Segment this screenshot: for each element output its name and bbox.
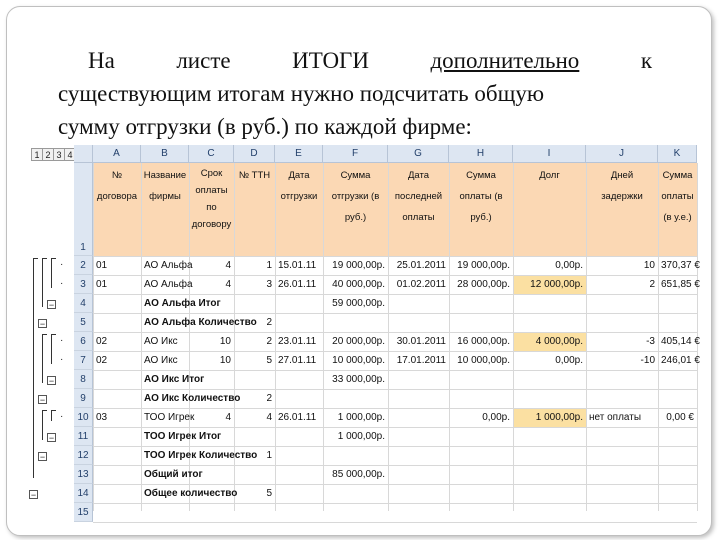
cell-f11[interactable]: 1 000,00р. [337, 431, 385, 442]
intro-word: к [640, 48, 652, 73]
cell-f2[interactable]: 19 000,00р. [332, 260, 385, 271]
outline-dot: · [60, 353, 64, 365]
header-text: Дата [288, 170, 310, 181]
cell-g2[interactable]: 25.01.2011 [396, 260, 446, 271]
outline-collapse-button[interactable]: − [48, 432, 55, 443]
cell-e7[interactable]: 27.01.11 [278, 355, 317, 366]
header-text: фирмы [149, 191, 181, 202]
cell-f3[interactable]: 40 000,00р. [332, 279, 385, 290]
cell-g3[interactable]: 01.02.2011 [396, 279, 446, 290]
cell-a2[interactable]: 01 [96, 260, 108, 271]
header-text: оплаты [195, 185, 228, 196]
header-text: отгрузки [280, 191, 318, 202]
outline-bar-cap [51, 334, 56, 335]
outline-dot: · [60, 277, 64, 289]
column-header-b[interactable]: B [141, 145, 189, 163]
cell-j2[interactable]: 10 [643, 260, 655, 271]
outline-collapse-button[interactable]: − [39, 451, 46, 462]
row-header-2[interactable]: 2 [74, 256, 93, 275]
header-cell-b [141, 163, 189, 256]
select-all-corner[interactable] [74, 145, 93, 163]
cell-d10[interactable]: 4 [266, 412, 272, 423]
header-text: руб.) [470, 212, 492, 223]
cell-j7[interactable]: -10 [640, 355, 655, 366]
cell-f13[interactable]: 85 000,00р. [332, 469, 385, 480]
cell-c7[interactable]: 10 [219, 355, 231, 366]
row-header-3[interactable]: 3 [74, 275, 93, 294]
cell-h6[interactable]: 16 000,00р. [457, 336, 510, 347]
outline-collapse-button[interactable]: − [48, 375, 55, 386]
intro-line-1 [58, 44, 652, 77]
outline-dot: · [60, 334, 64, 346]
cell-b11[interactable]: ТОО Игрек Итог [144, 431, 222, 442]
cell-i3[interactable]: 12 000,00р. [530, 279, 583, 290]
column-header-h[interactable]: H [449, 145, 513, 163]
column-header-i[interactable]: I [513, 145, 586, 163]
cell-i6[interactable]: 4 000,00р. [535, 336, 583, 347]
header-cell-h [449, 163, 513, 256]
header-text: № ТТН [238, 170, 271, 181]
cell-c10[interactable]: 4 [225, 412, 231, 423]
outline-collapse-button[interactable]: − [30, 489, 37, 500]
header-cell-g [388, 163, 449, 256]
cell-i10[interactable]: 1 000,00р. [535, 412, 583, 423]
row-header-5[interactable]: 5 [74, 313, 93, 332]
intro-word-underlined: дополнительно [430, 48, 580, 73]
cell-a3[interactable]: 01 [96, 279, 108, 290]
header-text: оплаты [402, 212, 435, 223]
outline-dot: · [60, 258, 64, 270]
cell-c6[interactable]: 10 [219, 336, 231, 347]
intro-line-2: существующим итогам нужно подсчитать общую [58, 81, 544, 106]
cell-f4[interactable]: 59 000,00р. [332, 298, 385, 309]
outline-bar [51, 334, 52, 364]
cell-f8[interactable]: 33 000,00р. [332, 374, 385, 385]
column-header-j[interactable]: J [586, 145, 658, 163]
outline-level-button[interactable]: 1 [31, 148, 43, 161]
cell-b13[interactable]: Общий итог [144, 469, 203, 480]
cell-f6[interactable]: 20 000,00р. [332, 336, 385, 347]
cell-c2[interactable]: 4 [225, 260, 231, 271]
header-cell-c [189, 163, 234, 256]
outline-collapse-button[interactable]: − [39, 394, 46, 405]
outline-bar-cap [42, 334, 47, 335]
cell-a7[interactable]: 02 [96, 355, 108, 366]
cell-d2[interactable]: 1 [266, 260, 272, 271]
outline-bar-cap [33, 258, 38, 259]
cell-f7[interactable]: 10 000,00р. [332, 355, 385, 366]
cell-b3[interactable]: АО Альфа [144, 279, 193, 290]
cell-e6[interactable]: 23.01.11 [278, 336, 317, 347]
row-header-11[interactable]: 11 [74, 427, 93, 446]
cell-b7[interactable]: АО Икс [144, 355, 178, 366]
cell-k7[interactable]: 246,01 € [661, 355, 700, 366]
column-header-g[interactable]: G [388, 145, 449, 163]
header-text: Долг [539, 170, 560, 181]
header-cell-i [513, 163, 586, 256]
cell-d7[interactable]: 5 [266, 355, 272, 366]
gridline-h [93, 522, 697, 523]
row-header-1[interactable]: 1 [74, 163, 93, 256]
cell-k2[interactable]: 370,37 € [661, 260, 700, 271]
outline-bar [42, 258, 43, 307]
cell-b12[interactable]: ТОО Игрек Количество [144, 450, 258, 461]
row-header-10[interactable]: 10 [74, 408, 93, 427]
outline-bar [42, 410, 43, 440]
header-cell-a [93, 163, 141, 256]
outline-collapse-button[interactable]: − [48, 299, 55, 310]
cell-a10[interactable]: 03 [96, 412, 108, 423]
header-text: задержки [601, 191, 643, 202]
row-header-14[interactable]: 14 [74, 484, 93, 503]
cell-b6[interactable]: АО Икс [144, 336, 178, 347]
cell-b10[interactable]: ТОО Игрек [144, 412, 195, 423]
row-header-8[interactable]: 8 [74, 370, 93, 389]
outline-bar [51, 410, 52, 421]
outline-dot: · [60, 410, 64, 422]
header-text: договору [191, 219, 232, 230]
header-text: № [111, 170, 123, 181]
cell-a6[interactable]: 02 [96, 336, 108, 347]
outline-bar [51, 258, 52, 288]
row-header-7[interactable]: 7 [74, 351, 93, 370]
gridline-h [93, 503, 697, 504]
cell-j3[interactable]: 2 [649, 279, 655, 290]
header-text: Дата [407, 170, 430, 181]
row-header-6[interactable]: 6 [74, 332, 93, 351]
header-text: последней [394, 191, 443, 202]
row-header-12[interactable]: 12 [74, 446, 93, 465]
cell-d3[interactable]: 3 [266, 279, 272, 290]
outline-bar-cap [51, 410, 56, 411]
header-text: оплаты [661, 191, 694, 202]
cell-b2[interactable]: АО Альфа [144, 260, 193, 271]
cell-e10[interactable]: 26.01.11 [278, 412, 317, 423]
outline-bar [42, 334, 43, 383]
cell-b5[interactable]: АО Альфа Количество [144, 317, 257, 328]
outline-level-button[interactable]: 2 [42, 148, 54, 161]
intro-text [58, 44, 652, 143]
row-header-15[interactable]: 15 [74, 503, 93, 522]
cell-d9[interactable]: 2 [266, 393, 272, 404]
outline-bar-cap [51, 258, 56, 259]
cell-b14[interactable]: Общее количество [144, 488, 238, 499]
header-text: Название [143, 170, 187, 181]
cell-c3[interactable]: 4 [225, 279, 231, 290]
header-cell-e [275, 163, 323, 256]
header-text: оплаты (в [459, 191, 503, 202]
cell-i7[interactable]: 0,00р. [555, 355, 583, 366]
cell-b4[interactable]: АО Альфа Итог [144, 298, 221, 309]
cell-d14[interactable]: 5 [266, 488, 272, 499]
column-header-c[interactable]: C [189, 145, 234, 163]
header-text: Сумма [466, 170, 496, 181]
intro-word: листе [176, 48, 231, 73]
column-header-f[interactable]: F [323, 145, 388, 163]
outline-bar [33, 258, 34, 478]
header-text: Дней [610, 170, 634, 181]
outline-bar-cap [42, 258, 47, 259]
cell-e3[interactable]: 26.01.11 [278, 279, 317, 290]
intro-line-3: сумму отгрузки (в руб.) по каждой фирме: [58, 114, 472, 139]
cell-f10[interactable]: 1 000,00р. [337, 412, 385, 423]
outline-level-button[interactable]: 4 [64, 148, 76, 161]
cell-h2[interactable]: 19 000,00р. [457, 260, 510, 271]
header-cell-d [234, 163, 275, 256]
cell-j10[interactable]: нет оплаты [589, 412, 642, 423]
cell-i2[interactable]: 0,00р. [555, 260, 583, 271]
header-text: по [206, 202, 217, 213]
header-text: Сумма [662, 170, 693, 181]
column-header-e[interactable]: E [275, 145, 323, 163]
cell-h10[interactable]: 0,00р. [482, 412, 510, 423]
header-text: Сумма [340, 170, 371, 181]
header-text: (в у.е.) [663, 212, 692, 223]
cell-d5[interactable]: 2 [266, 317, 272, 328]
header-text: Срок [200, 168, 223, 179]
cell-d12[interactable]: 1 [266, 450, 272, 461]
header-text: договора [96, 191, 138, 202]
intro-word: На [88, 48, 115, 73]
row-header-13[interactable]: 13 [74, 465, 93, 484]
cell-g7[interactable]: 17.01.2011 [396, 355, 446, 366]
outline-collapse-button[interactable]: − [39, 318, 46, 329]
column-header-d[interactable]: D [234, 145, 275, 163]
header-cell-j [586, 163, 658, 256]
cell-e2[interactable]: 15.01.11 [278, 260, 317, 271]
cell-k10[interactable]: 0,00 € [666, 412, 694, 423]
cell-d6[interactable]: 2 [266, 336, 272, 347]
cell-k6[interactable]: 405,14 € [661, 336, 700, 347]
row-header-4[interactable]: 4 [74, 294, 93, 313]
spreadsheet [29, 145, 700, 518]
header-cell-f [323, 163, 388, 256]
cell-h7[interactable]: 10 000,00р. [457, 355, 510, 366]
header-text: отгрузки (в [331, 191, 380, 202]
cell-b8[interactable]: АО Икс Итог [144, 374, 205, 385]
cell-j6[interactable]: -3 [646, 336, 655, 347]
column-header-k[interactable]: K [658, 145, 697, 163]
outline-bar-cap [42, 410, 47, 411]
header-text: руб.) [344, 212, 367, 223]
intro-word: ИТОГИ [292, 48, 369, 73]
cell-h3[interactable]: 28 000,00р. [457, 279, 510, 290]
cell-k3[interactable]: 651,85 € [661, 279, 700, 290]
outline-level-button[interactable]: 3 [53, 148, 65, 161]
cell-b9[interactable]: АО Икс Количество [144, 393, 241, 404]
column-header-a[interactable]: A [93, 145, 141, 163]
header-cell-k [658, 163, 697, 256]
row-header-9[interactable]: 9 [74, 389, 93, 408]
cell-g6[interactable]: 30.01.2011 [396, 336, 446, 347]
